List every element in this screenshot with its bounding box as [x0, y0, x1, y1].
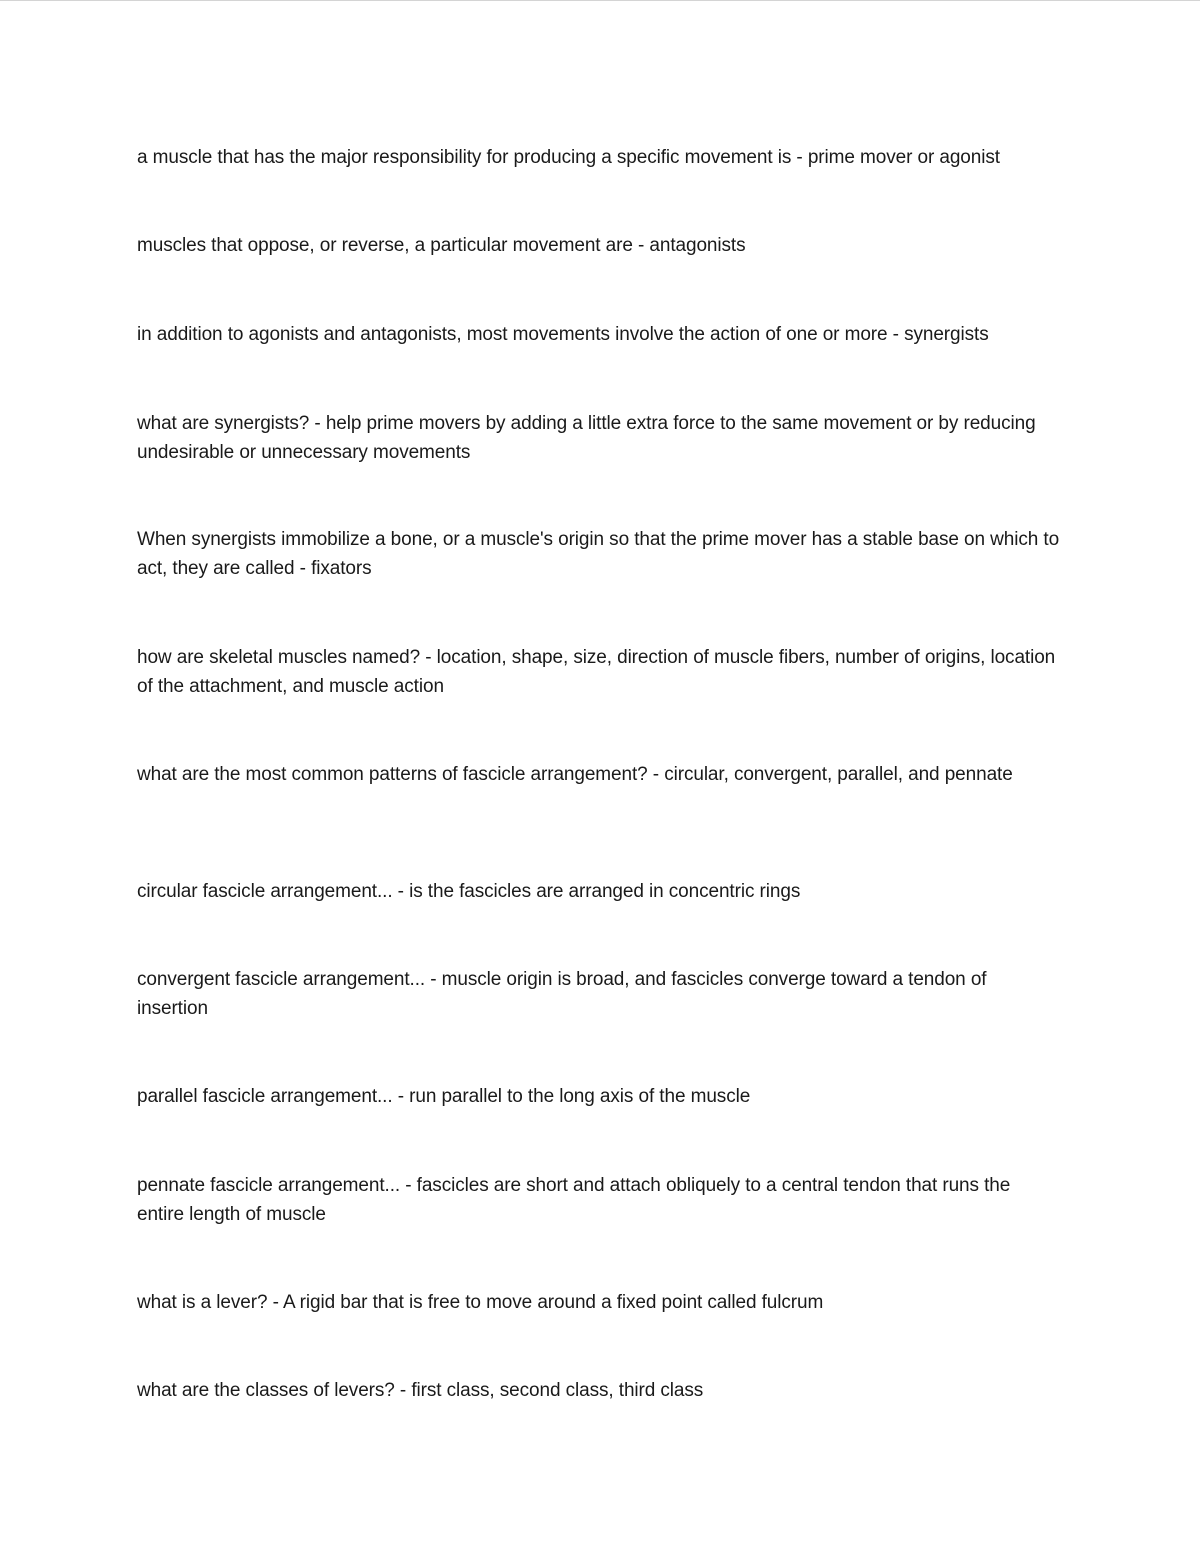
flashcard-entry: circular fascicle arrangement... - is the fascicles are arranged in concentric rings — [137, 881, 801, 902]
flashcard-entry: convergent fascicle arrangement... - muscle origin is broad, and fascicles converge toward a tendon of insertion — [137, 969, 987, 1019]
flashcard-entry: what are synergists? - help prime movers by adding a little extra force to the same movement or by reducing undesirable or unnecessary movements — [137, 413, 1036, 463]
flashcard-entry: muscles that oppose, or reverse, a particular movement are - antagonists — [137, 235, 746, 256]
flashcard-entry: parallel fascicle arrangement... - run parallel to the long axis of the muscle — [137, 1086, 751, 1107]
flashcard-entry: pennate fascicle arrangement... - fascicles are short and attach obliquely to a central tendon that runs the entire length of muscle — [137, 1175, 1011, 1225]
flashcard-entry: what are the classes of levers? - first class, second class, third class — [137, 1380, 704, 1401]
flashcard-entry: how are skeletal muscles named? - location, shape, size, direction of muscle fibers, number of origins, location of the attachment, and muscle action — [137, 647, 1056, 697]
flashcard-entry: a muscle that has the major responsibility for producing a specific movement is - prime mover or agonist — [137, 147, 1000, 168]
flashcard-entry: in addition to agonists and antagonists, most movements involve the action of one or more - synergists — [137, 324, 989, 345]
flashcard-entry: what is a lever? - A rigid bar that is free to move around a fixed point called fulcrum — [137, 1292, 824, 1313]
flashcard-entry: When synergists immobilize a bone, or a muscle's origin so that the prime mover has a stable base on which to act, they are called - fixators — [137, 529, 1060, 579]
flashcard-entry: what are the most common patterns of fascicle arrangement? - circular, convergent, parallel, and pennate — [137, 764, 1013, 785]
